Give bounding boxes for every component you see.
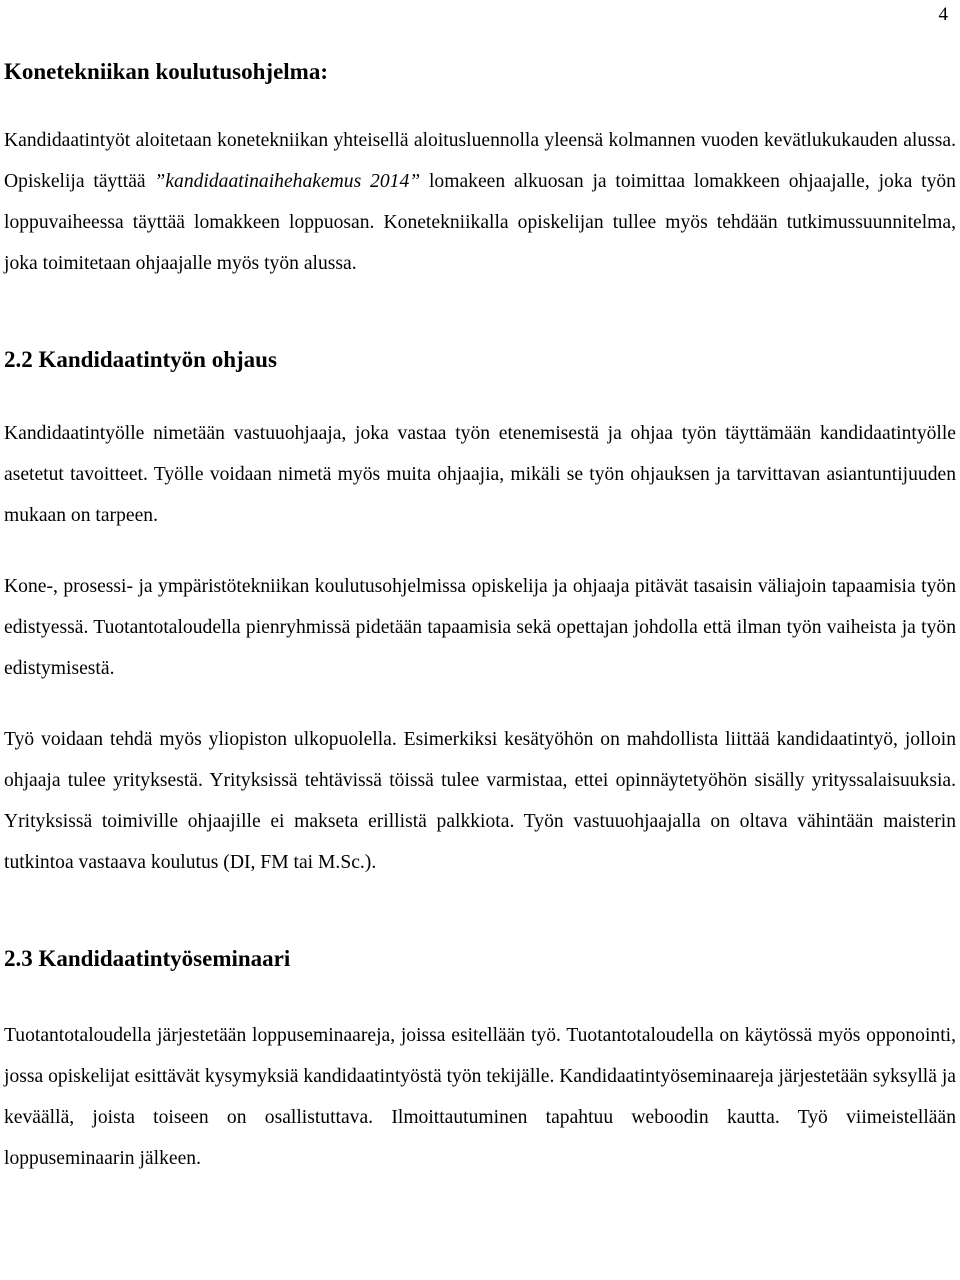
program-paragraph <box>4 120 956 284</box>
seminar-paragraph: Tuotantotaloudella järjestetään loppuseminaareja, joissa esitellään työ. Tuotantotaloudella on käytössä myös opponointi, jossa opiskelijat esittävät kysymyksiä kandidaatintyöstä työn tekijälle. Kandidaatintyöseminaareja järjestetään syksyllä ja keväällä, joista toiseen on osallistuttava. Ilmoittautuminen tapahtuu weboodin kautta. Työ viimeistellään loppuseminaarin jälkeen. <box>4 1024 956 1169</box>
document-body <box>4 58 956 1179</box>
program-paragraph-part1: Kandidaatintyöt aloitetaan konetekniikan yhteisellä aloitusluennolla yleensä kolmannen vuoden kevätlukukauden alussa. Opiskelija täyttää <box>4 129 956 192</box>
form-name: ”kandidaatinaihehakemus 2014” <box>154 170 421 192</box>
section-2-3-heading: 2.3 Kandidaatintyöseminaari <box>4 946 291 972</box>
page-number: 4 <box>938 4 948 25</box>
section-2-2-heading: 2.2 Kandidaatintyön ohjaus <box>4 346 277 372</box>
program-paragraph-part2: lomakeen alkuosan ja toimittaa lomakkeen ohjaajalle, joka työn loppuvaiheessa täyttää lomakkeen loppuosan. Konetekniikalla opiskelijan tullee myös tehdään tutkimussuunnitelma, joka toimitetaan ohjaajalle myös työn alussa. <box>4 170 956 274</box>
supervision-paragraph-2: Kone-, prosessi- ja ympäristötekniikan koulutusohjelmissa opiskelija ja ohjaaja pitävät tasaisin väliajoin tapaamisia työn edistyessä. Tuotantotaloudella pienryhmissä pidetään tapaamisia sekä opettajan johdolla että ilman työn vaiheista ja työn edistymisestä. <box>4 576 956 680</box>
supervision-paragraph-1: Kandidaatintyölle nimetään vastuuohjaaja, joka vastaa työn etenemisestä ja ohjaa työn täyttämään kandidaatintyölle asetetut tavoitteet. Työlle voidaan nimetä myös muita ohjaajia, mikäli se työn ohjauksen ja tarvittavan asiantuntijuuden mukaan on tarpeen. <box>4 423 956 527</box>
program-heading: Konetekniikan koulutusohjelma: <box>4 59 328 84</box>
supervision-paragraph-3: Työ voidaan tehdä myös yliopiston ulkopuolella. Esimerkiksi kesätyöhön on mahdollista liittää kandidaatintyö, jolloin ohjaaja tulee yrityksestä. Yrityksissä tehtävissä töissä tulee varmistaa, ettei opinnäytetyöhön sisälly yrityssalaisuuksia. Yrityksissä toimiville ohjaajille ei makseta erillistä palkkiota. Työn vastuuohjaajalla on oltava vähintään maisterin tutkintoa vastaava koulutus (DI, FM tai M.Sc.). <box>4 729 956 874</box>
